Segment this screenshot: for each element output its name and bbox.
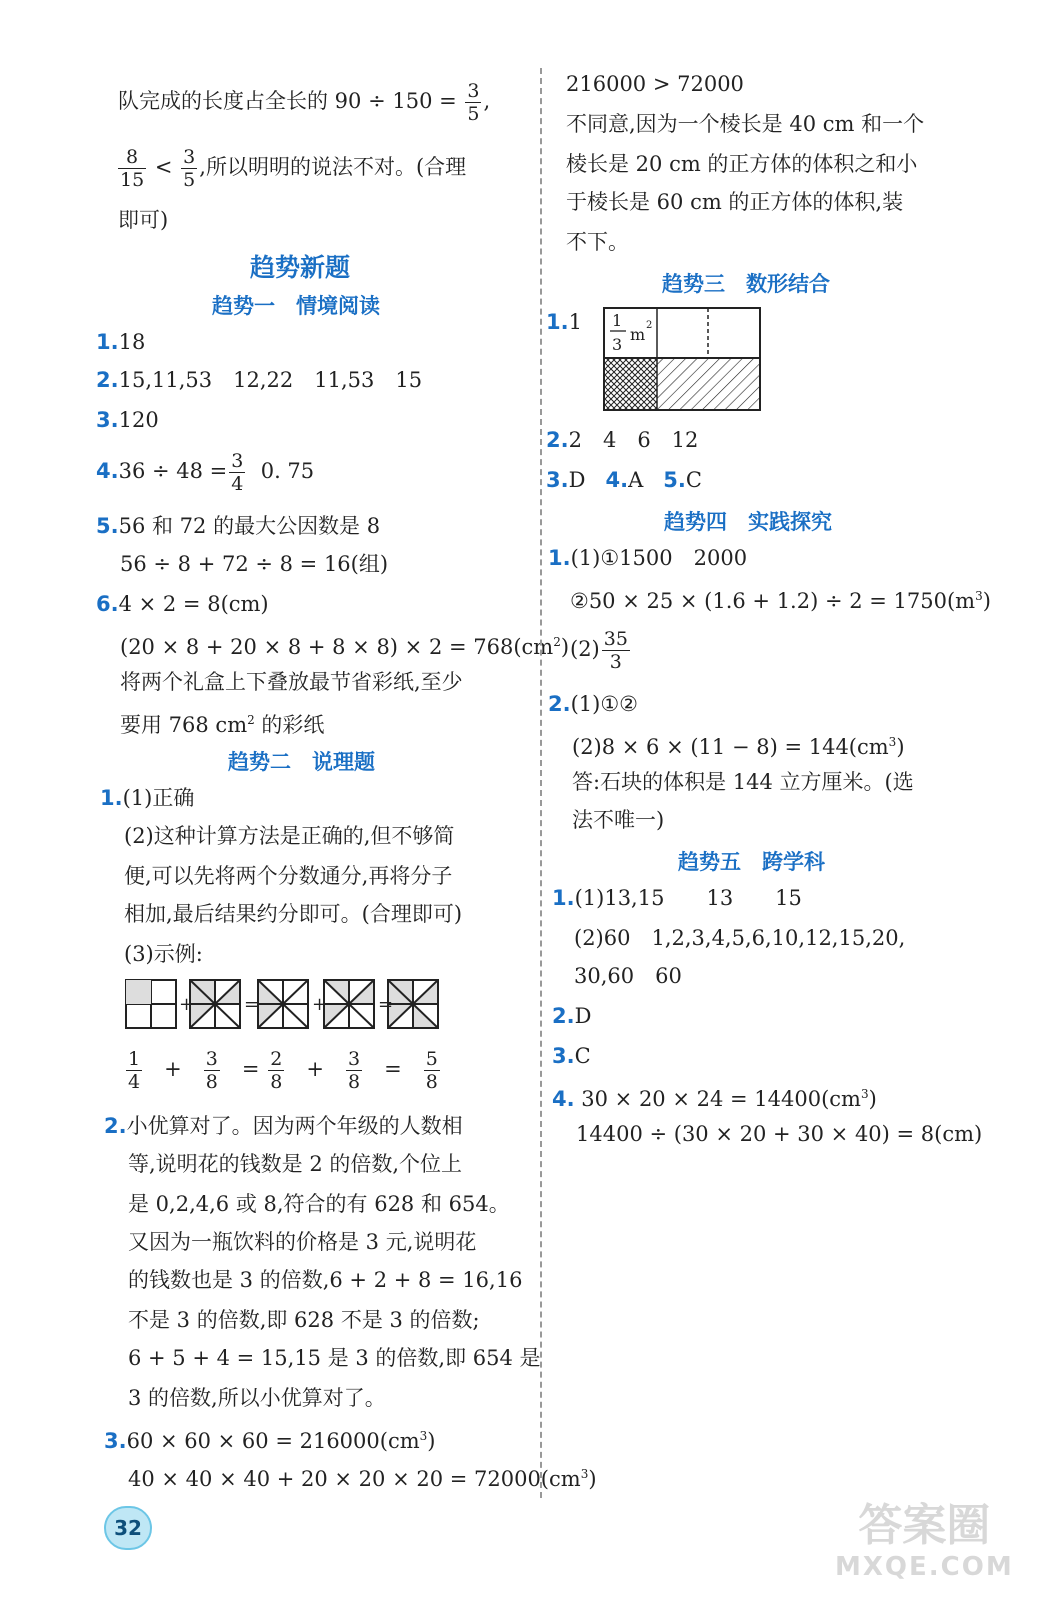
s4-q2-line4: 法不唯一) (572, 808, 665, 832)
s5-q1: 1.(1)13,15 13 15 (552, 886, 802, 910)
s1-q4: 4.36 ÷ 48 = $\frac{3}{4}$ 0. 75 (96, 450, 315, 495)
s5-q4: 4. $30 \times 20 \times 24 = 14400(cm^3)$ (552, 1087, 877, 1111)
section-title-5: 趋势五 跨学科 (678, 850, 825, 874)
diagram-numerator: 1 (612, 311, 623, 330)
diagram-unit-sup: 2 (646, 320, 653, 331)
grid-op: = (244, 994, 260, 1015)
left-line-1: 队完成的长度占全长的 90 ÷ 150 = $\frac{3}{5}$ , (118, 80, 491, 125)
fraction: $\frac{3}{5}$ (183, 146, 196, 191)
s2-q2-line: 又因为一瓶饮料的价格是 3 元,说明花 (128, 1230, 477, 1254)
s5-q1-line3: 30,60 60 (574, 964, 682, 988)
fraction: $\frac{3}{8}$ (347, 1048, 361, 1093)
section-title-2: 趋势二 说理题 (228, 750, 375, 774)
s5-q1-line2: (2)60 1,2,3,4,5,6,10,12,15,20, (574, 926, 906, 950)
s5-q2: 2.D (552, 1004, 592, 1028)
s1-q2: 2.15,11,53 12,22 11,53 15 (96, 368, 423, 392)
s2-q1-line4: 相加,最后结果约分即可。(合理即可) (124, 902, 463, 926)
section-title-1: 趋势一 情境阅读 (212, 294, 380, 318)
right-line-2: 不同意,因为一个棱长是 40 cm 和一个 (566, 112, 925, 136)
page-number: 32 (104, 1506, 152, 1550)
right-line-3: 棱长是 20 cm 的正方体的体积之和小 (566, 152, 918, 176)
s1-q6-line4: 要用 768 $cm^2$ 的彩纸 (120, 713, 325, 737)
section-title-3: 趋势三 数形结合 (662, 272, 830, 296)
s4-q1-line2: ②50 × $25 \times (1.6 + 1.2) \div 2 = 1750(m^3)$ (570, 589, 991, 613)
fraction: $\frac{3}{5}$ (467, 80, 480, 125)
s5-q3: 3.C (552, 1044, 591, 1068)
column-divider (540, 68, 542, 1498)
s4-q2-line2: $(2)8 \times 6 \times (11 - 8) = 144(cm^3)$ (572, 735, 905, 759)
fraction: $\frac{1}{4}$ (128, 1048, 141, 1093)
s4-q1-line3: (2) $\frac{35}{3}$ (570, 628, 628, 673)
s1-q3: 3.120 (96, 408, 159, 432)
fraction: $\frac{35}{3}$ (603, 628, 628, 673)
grid-eighths-2 (258, 980, 308, 1028)
diagram-unit: m (630, 325, 646, 344)
s2-q1-fraction-equation: $\frac{1}{4}$ + $\frac{3}{8}$ = $\frac{2}{8}$ + $\frac{3}{8}$ = $\frac{5}{8}$ (128, 1048, 438, 1093)
left-line-2: $\frac{8}{15}$ < $\frac{3}{5}$ ,所以明明的说法不对。(合理 (120, 146, 467, 191)
s2-q1-line2: (2)这种计算方法是正确的,但不够简 (124, 824, 455, 848)
right-line-5: 不下。 (566, 230, 629, 254)
grid-eighths-4 (388, 980, 438, 1028)
s1-q1: 1.18 (96, 330, 146, 354)
fraction-grid-diagram (124, 976, 444, 1032)
s2-q2-line: 是 0,2,4,6 或 8,符合的有 628 和 654。 (128, 1192, 510, 1216)
fraction: $\frac{8}{15}$ (120, 146, 145, 191)
s2-q2: 2.小优算对了。因为两个年级的人数相 (104, 1114, 463, 1138)
s2-q1-line5: (3)示例: (124, 942, 203, 966)
s2-q1-line3: 便,可以先将两个分数通分,再将分子 (124, 864, 453, 888)
section-title-4: 趋势四 实践探究 (664, 510, 832, 534)
watermark-logo: 答案圈 MXQE.COM (835, 1500, 1014, 1582)
s2-q1: 1.(1)正确 (100, 786, 195, 810)
s2-q3-line2: $40 \times 40 \times 40 + 20 \times 20 \times 20 = 72000(cm^3)$ (128, 1467, 597, 1491)
s3-q3: 3.D 4.A 5.C (546, 468, 702, 492)
fraction: $\frac{2}{8}$ (270, 1048, 283, 1093)
fraction: $\frac{5}{8}$ (425, 1048, 438, 1093)
s1-q6-line2: $(20 \times 8 + 20 \times 8 + 8 \times 8) \times 2 = 768(cm^2)$ (120, 635, 570, 659)
s4-q2: 2.(1)①② (548, 692, 638, 716)
s2-q2-line: 不是 3 的倍数,即 628 不是 3 的倍数; (128, 1308, 480, 1332)
left-line-3: 即可) (118, 208, 169, 232)
fraction: $\frac{3}{4}$ (231, 450, 244, 495)
s3-q2: 2.2 4 6 12 (546, 428, 699, 452)
fraction: $\frac{3}{8}$ (205, 1048, 218, 1093)
main-title: 趋势新题 (250, 253, 351, 282)
grid-op: + (179, 994, 195, 1015)
s2-q2-line: 6 + 5 + 4 = 15,15 是 3 的倍数,即 654 是 (128, 1346, 541, 1370)
s2-q2-line: 的钱数也是 3 的倍数,6 + 2 + 8 = 16,16 (128, 1268, 523, 1292)
s1-q6: 6.4 × 2 = 8(cm) (96, 592, 269, 616)
s1-q5-line2: 56 ÷ 8 + 72 ÷ 8 = 16(组) (120, 552, 389, 576)
s2-q2-line: 3 的倍数,所以小优算对了。 (128, 1386, 386, 1410)
grid-quarters (126, 980, 176, 1028)
right-line-4: 于棱长是 60 cm 的正方体的体积,装 (566, 190, 904, 214)
s3-q1: 1.1 (546, 310, 582, 334)
grid-op: + (312, 994, 328, 1015)
s4-q1: 1.(1)①1500 2000 (548, 546, 748, 570)
area-model-diagram (602, 306, 764, 414)
s5-q4-line2: 14400 ÷ (30 × 20 + 30 × 40) = 8(cm) (576, 1122, 983, 1146)
grid-eighths-3 (324, 980, 374, 1028)
s4-q2-line3: 答:石块的体积是 144 立方厘米。(选 (572, 770, 914, 794)
s1-q6-line3: 将两个礼盒上下叠放最节省彩纸,至少 (120, 670, 463, 694)
grid-eighths-1 (190, 980, 240, 1028)
s2-q2-line: 等,说明花的钱数是 2 的倍数,个位上 (128, 1152, 463, 1176)
diagram-denominator: 3 (612, 335, 623, 354)
right-line-1: 216000 > 72000 (566, 72, 744, 96)
s2-q3: $3.60 \times 60 \times 60 = 216000(cm^3)$ (104, 1429, 436, 1453)
grid-op: = (378, 994, 394, 1015)
s1-q5: 5.56 和 72 的最大公因数是 8 (96, 514, 381, 538)
